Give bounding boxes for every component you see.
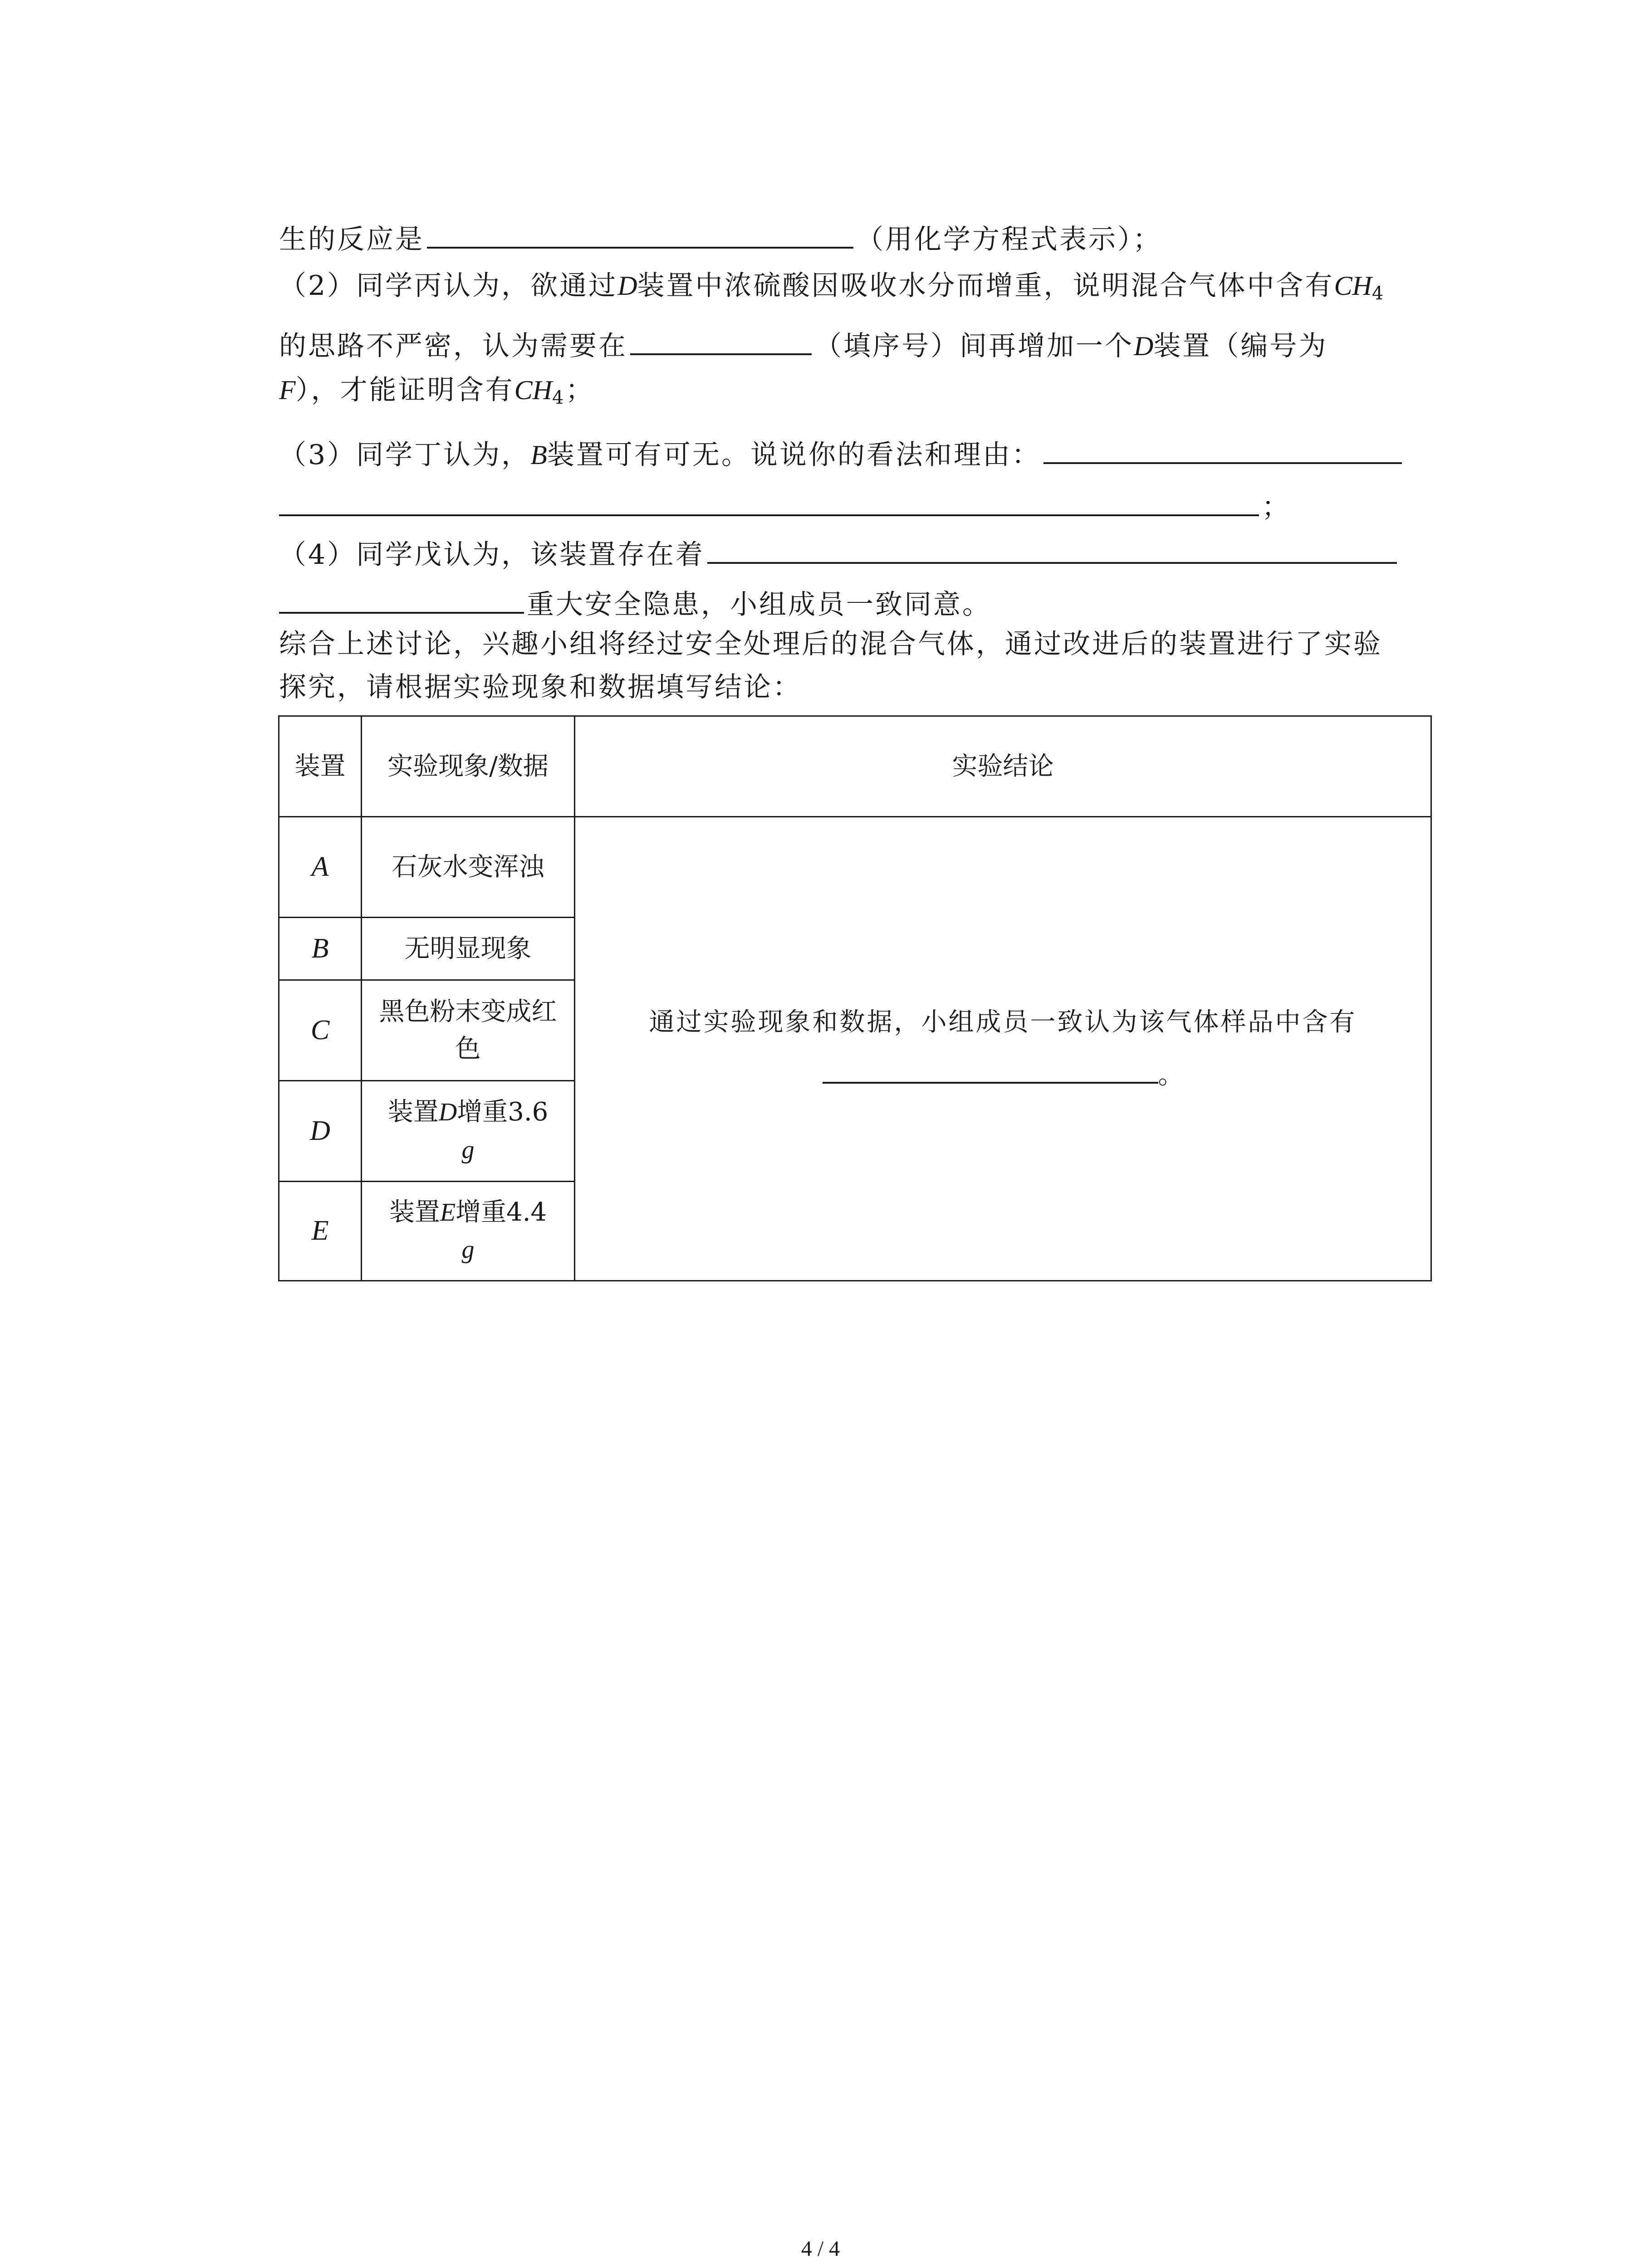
header-conclusion: 实验结论 [575,716,1431,817]
experiment-table [278,715,1432,1281]
answer-blank-conclusion[interactable] [823,1055,1158,1084]
answer-blank-hazard-cont[interactable] [279,587,524,614]
question-line-2 [279,270,1386,304]
device-label: F [279,375,296,405]
answer-blank-opinion[interactable] [1043,438,1402,464]
device-label: D [617,271,637,301]
text: 装置可有可无。说说你的看法和理由： [547,439,1041,471]
text: 的思路不严密，认为需要在 [279,330,627,362]
answer-blank-reason[interactable] [279,490,1259,516]
text: ； [565,374,595,406]
question-line-8 [279,587,1367,621]
unit: g [461,1135,475,1164]
answer-blank-hazard[interactable] [707,538,1397,564]
text: 增重4.4 [456,1197,547,1227]
text: 装置 [389,1197,440,1227]
answer-blank-equation[interactable] [427,222,853,249]
text: （填序号）间再增加一个 [814,330,1134,362]
header-device: 装置 [279,716,362,817]
subscript: 4 [1372,283,1386,304]
subscript: 4 [552,387,566,408]
question-line-4 [279,374,1367,408]
text: （用化学方程式表示）； [856,224,1162,255]
conclusion-cell [575,817,1431,1281]
text: ），才能证明含有 [295,374,514,406]
text: 装置 [387,1097,439,1127]
phenomenon-cell [362,1182,575,1281]
phenomenon-cell: 无明显现象 [362,918,575,980]
text: 装置中浓硫酸因吸收水分而增重，说明混合气体中含有 [637,270,1334,302]
text: （3）同学丁认为， [279,439,531,471]
conclusion-text: 通过实验现象和数据，小组成员一致认为该气体样品中含有 [649,1007,1357,1037]
question-line-7 [279,538,1367,571]
device-label: B [530,440,547,470]
device-label: E [440,1198,456,1227]
conclusion-end: 。 [1158,1060,1184,1090]
question-line-5 [279,438,1367,469]
text: 重大安全隐患，小组成员一致同意。 [527,589,991,621]
question-line-9 [279,628,1382,660]
text: 增重3.6 [457,1097,549,1127]
device-cell: E [279,1182,362,1281]
header-phenomenon: 实验现象/数据 [362,716,575,817]
question-line-10 [279,671,1367,703]
text: 综合上述讨论，兴趣小组将经过安全处理后的混合气体，通过改进后的装置进行了实验 [279,628,1382,660]
device-label: D [1134,331,1154,361]
text: （2）同学丙认为，欲通过 [279,270,618,302]
phenomenon-cell: 石灰水变浑浊 [362,817,575,918]
page-number: 4 / 4 [801,2237,840,2261]
text: 生的反应是 [279,224,424,255]
device-cell: B [279,918,362,980]
text: 装置（编号为 [1153,330,1328,362]
unit: g [461,1236,475,1264]
formula: CH [514,375,553,405]
device-label: D [438,1098,457,1127]
answer-blank-position[interactable] [630,329,812,355]
question-line-6 [279,490,1367,521]
text: 探究，请根据实验现象和数据填写结论： [279,671,802,703]
table-row [279,817,1431,918]
question-line-3 [279,329,1367,360]
phenomenon-cell [362,1081,575,1182]
text: ； [1262,491,1291,523]
table-header-row [279,716,1431,817]
device-cell: A [279,817,362,918]
formula: CH [1334,271,1372,301]
device-cell: C [279,980,362,1081]
text: （4）同学戊认为，该装置存在着 [279,539,705,571]
phenomenon-cell: 黑色粉末变成红色 [362,980,575,1081]
device-cell: D [279,1081,362,1182]
question-line-1 [279,222,1367,253]
